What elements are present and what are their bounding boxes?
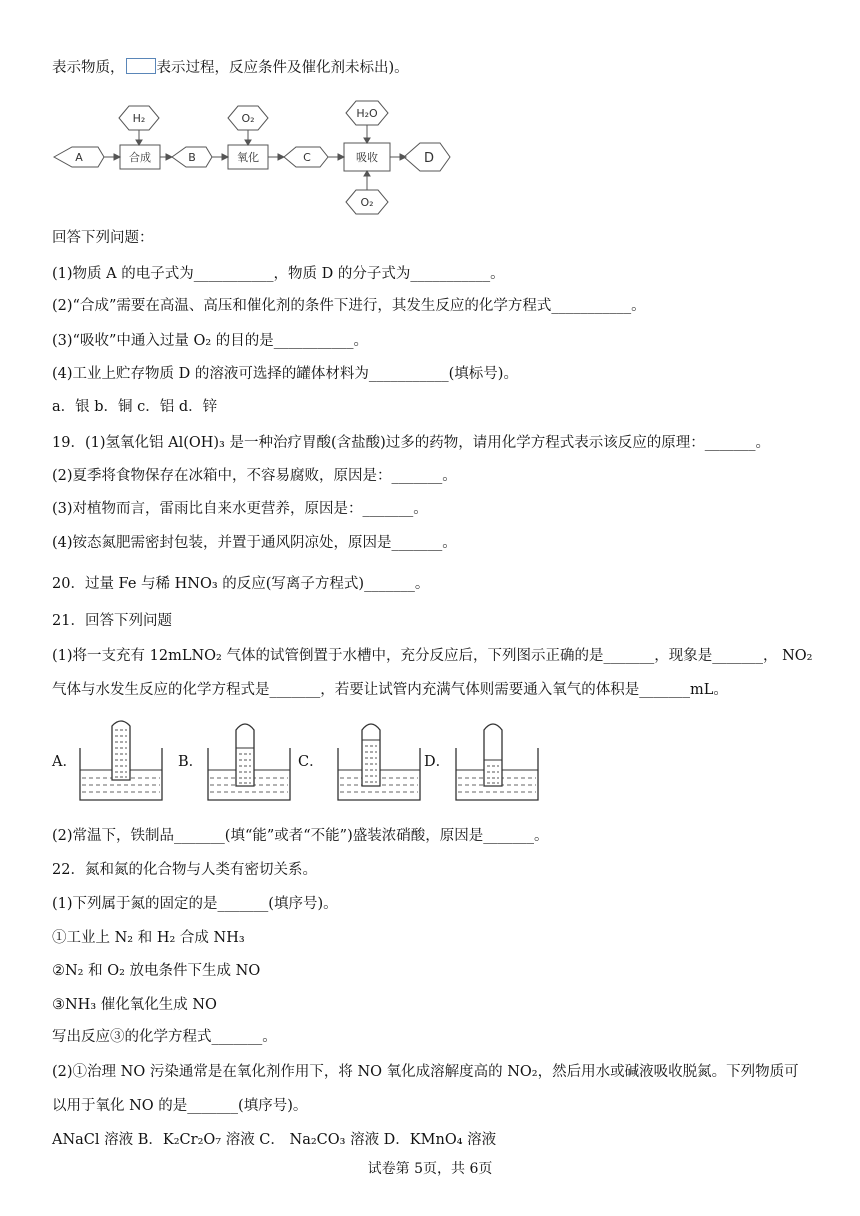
flow-diagram bbox=[52, 98, 462, 218]
intro-text-1: 表示物质， bbox=[52, 60, 125, 76]
node-b-label: B bbox=[188, 151, 196, 164]
q18-item-1: (1)物质 A 的电子式为___________，物质 D 的分子式为___________。 bbox=[52, 266, 505, 282]
reagent-o2-top-label: O₂ bbox=[241, 112, 255, 125]
option-a-label: A． bbox=[52, 754, 77, 770]
node-a-label: A bbox=[75, 151, 83, 164]
q22-p2-line2: 以用于氧化 NO 的是_______(填序号)。 bbox=[52, 1098, 308, 1114]
q22-title: 22．氮和氮的化合物与人类有密切关系。 bbox=[52, 862, 317, 878]
tube-diagram-b bbox=[204, 718, 294, 806]
q19-item-3: (3)对植物而言，雷雨比自来水更营养，原因是：_______。 bbox=[52, 501, 428, 517]
q22-p2-options: ANaCl 溶液 B．K₂Cr₂O₇ 溶液 C． Na₂CO₃ 溶液 D．KMnO₄ 溶液 bbox=[52, 1132, 497, 1148]
q22-p1: (1)下列属于氮的固定的是_______(填序号)。 bbox=[52, 896, 338, 912]
node-absorption-label: 吸收 bbox=[356, 151, 378, 164]
q22-option-1: ①工业上 N₂ 和 H₂ 合成 NH₃ bbox=[52, 930, 245, 946]
q18-item-2: (2)“合成”需要在高温、高压和催化剂的条件下进行，其发生反应的化学方程式___________。 bbox=[52, 298, 646, 314]
node-d-label: D bbox=[423, 151, 435, 166]
q18-intro: 回答下列问题： bbox=[52, 230, 154, 246]
tube-diagram-a bbox=[76, 718, 166, 806]
node-oxidation-label: 氧化 bbox=[237, 151, 259, 164]
q19-item-2: (2)夏季将食物保存在冰箱中，不容易腐败，原因是：_______。 bbox=[52, 468, 457, 484]
reagent-h2-label: H₂ bbox=[132, 112, 146, 125]
q21-p1-line2: 气体与水发生反应的化学方程式是_______，若要让试管内充满气体则需要通入氧气的体积是_______mL。 bbox=[52, 682, 728, 698]
tube-diagram-d bbox=[452, 718, 542, 806]
node-synthesis-label: 合成 bbox=[129, 151, 151, 164]
reagent-o2-bottom-label: O₂ bbox=[360, 196, 374, 209]
node-c-label: C bbox=[303, 151, 311, 164]
option-b-label: B． bbox=[178, 754, 204, 770]
q19-item-1: 19．(1)氢氧化铝 Al(OH)₃ 是一种治疗胃酸(含盐酸)过多的药物，请用化学方程式表示该反应的原理：_______。 bbox=[52, 435, 771, 451]
intro-line bbox=[52, 58, 409, 78]
q21-title: 21．回答下列问题 bbox=[52, 613, 172, 629]
q22-option-2: ②N₂ 和 O₂ 放电条件下生成 NO bbox=[52, 963, 261, 979]
reagent-h2o-label: H₂O bbox=[356, 107, 378, 120]
process-box-icon bbox=[126, 58, 156, 74]
q19-item-4: (4)铵态氮肥需密封包装，并置于通风阴凉处，原因是_______。 bbox=[52, 535, 457, 551]
q18-item-3: (3)“吸收”中通入过量 O₂ 的目的是___________。 bbox=[52, 333, 369, 349]
q18-item-4: (4)工业上贮存物质 D 的溶液可选择的罐体材料为___________(填标号)。 bbox=[52, 366, 518, 382]
q22-equation-prompt: 写出反应③的化学方程式_______。 bbox=[52, 1029, 277, 1045]
q18-options: a．银 b．铜 c．铝 d．锌 bbox=[52, 399, 218, 415]
q22-option-3: ③NH₃ 催化氧化生成 NO bbox=[52, 997, 217, 1013]
intro-text-2: 表示过程，反应条件及催化剂未标出)。 bbox=[156, 60, 409, 76]
q22-p2-line1: (2)①治理 NO 污染通常是在氧化剂作用下，将 NO 氧化成溶解度高的 NO₂，然后用水或碱液吸收脱氮。下列物质可 bbox=[52, 1064, 799, 1080]
q20-text: 20．过量 Fe 与稀 HNO₃ 的反应(写离子方程式)_______。 bbox=[52, 576, 430, 592]
tube-diagram-c bbox=[334, 718, 424, 806]
option-c-label: C． bbox=[298, 754, 324, 770]
option-d-label: D． bbox=[424, 754, 451, 770]
q21-p1-line1: (1)将一支充有 12mLNO₂ 气体的试管倒置于水槽中，充分反应后，下列图示正确的是_______，现象是_______， NO₂ bbox=[52, 648, 813, 664]
q21-p2: (2)常温下，铁制品_______(填“能”或者“不能”)盛装浓硝酸，原因是_______。 bbox=[52, 828, 549, 844]
page-footer: 试卷第 5页，共 6页 bbox=[367, 1161, 493, 1177]
